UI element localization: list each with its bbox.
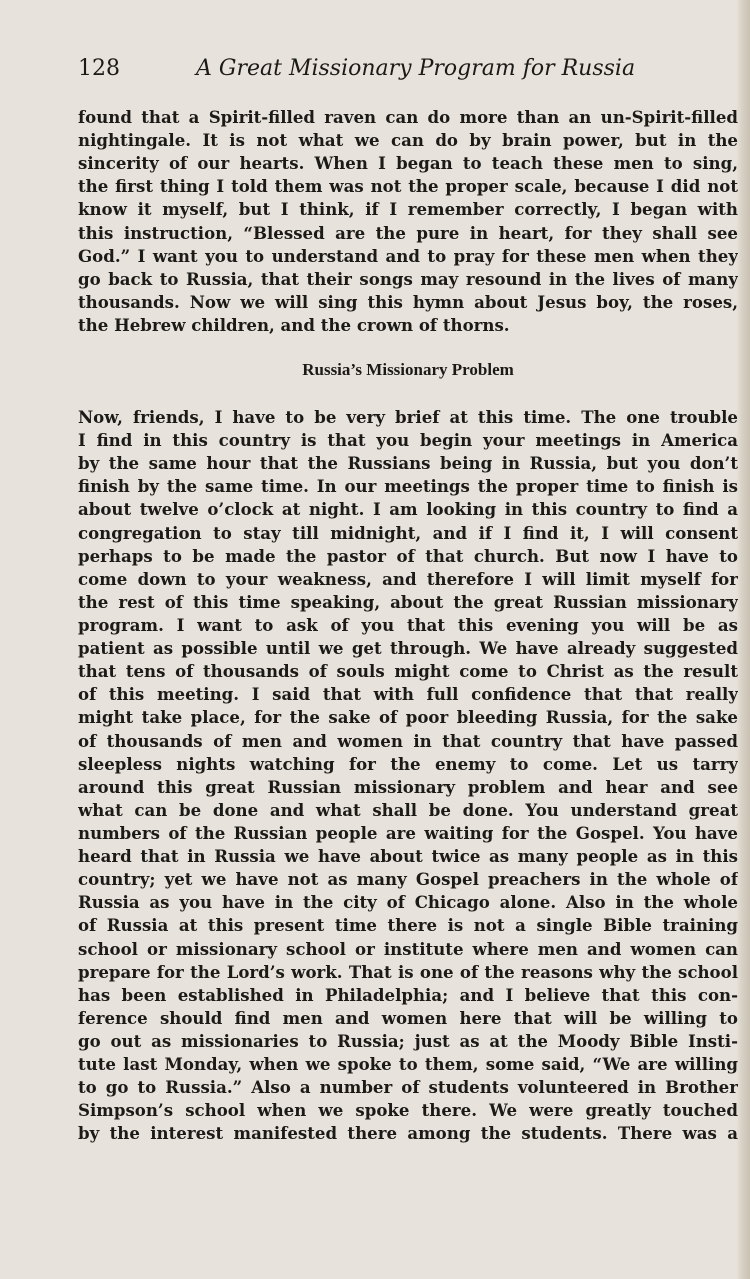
text-line: the Hebrew children, and the crown of thorns.	[78, 314, 510, 335]
text-line: has been established in Philadelphia; and I believe that this con-	[78, 984, 738, 1005]
text-line: that tens of thousands of souls might come to Christ as the result	[78, 661, 738, 682]
text-line: the first thing I told them was not the proper scale, because I did not	[78, 176, 738, 197]
text-line: around this great Russian missionary problem and hear and see	[78, 776, 738, 797]
page-number: 128	[78, 56, 120, 81]
text-line: Now, friends, I have to be very brief at this time. The one trouble	[78, 407, 738, 427]
text-line: I find in this country is that you begin your meetings in America	[78, 430, 738, 451]
text-line: patient as possible until we get through. We have already suggested	[78, 638, 738, 659]
text-line: of thousands of men and women in that country that have passed	[78, 730, 738, 751]
paragraph-1	[78, 106, 738, 337]
text-line: to go to Russia.” Also a number of students volunteered in Brother	[78, 1077, 738, 1098]
text-line: what can be done and what shall be done. You understand great	[78, 799, 738, 820]
text-line: tute last Monday, when we spoke to them, some said, “We are willing	[78, 1054, 738, 1075]
text-line: congregation to stay till midnight, and if I find it, I will consent	[78, 522, 738, 543]
text-line: by the interest manifested there among the students. There was a	[78, 1123, 738, 1144]
text-line: Russia as you have in the city of Chicago alone. Also in the whole	[78, 892, 738, 913]
text-line: Simpson’s school when we spoke there. We were greatly touched	[78, 1100, 738, 1121]
text-line: of Russia at this present time there is not a single Bible training	[78, 915, 738, 936]
page-edge-shadow	[736, 0, 750, 1279]
paragraph-2	[78, 406, 738, 1146]
text-line: God.” I want you to understand and to pray for these men when they	[78, 245, 738, 266]
text-line: numbers of the Russian people are waiting for the Gospel. You have	[78, 822, 738, 843]
text-line: school or missionary school or institute where men and women can	[78, 938, 738, 959]
text-line: ference should find men and women here that will be willing to	[78, 1007, 738, 1028]
text-line: prepare for the Lord’s work. That is one of the reasons why the school	[78, 961, 738, 982]
text-line: found that a Spirit-filled raven can do more than an un-Spirit-filled	[78, 107, 738, 127]
text-line: sincerity of our hearts. When I began to teach these men to sing,	[78, 153, 738, 174]
text-line: go back to Russia, that their songs may resound in the lives of many	[78, 268, 738, 289]
text-line: might take place, for the sake of poor bleeding Russia, for the sake	[78, 707, 738, 728]
text-line: this instruction, “Blessed are the pure in heart, for they shall see	[78, 222, 738, 243]
text-line: finish by the same time. In our meetings the proper time to finish is	[78, 476, 738, 497]
text-line: perhaps to be made the pastor of that church. But now I have to	[78, 545, 738, 566]
text-line: about twelve o’clock at night. I am looking in this country to find a	[78, 499, 738, 520]
section-heading: Russia’s Missionary Problem	[302, 360, 514, 379]
text-line: heard that in Russia we have about twice as many people as in this	[78, 846, 738, 867]
page-header	[78, 56, 718, 92]
text-line: thousands. Now we will sing this hymn about Jesus boy, the roses,	[78, 291, 738, 312]
text-line: sleepless nights watching for the enemy to come. Let us tarry	[78, 753, 738, 774]
text-line: of this meeting. I said that with full confidence that that really	[78, 684, 738, 705]
running-title: A Great Missionary Program for Russia	[196, 56, 636, 81]
text-line: know it myself, but I think, if I remember correctly, I began with	[78, 199, 738, 220]
text-line: country; yet we have not as many Gospel preachers in the whole of	[78, 869, 738, 890]
text-line: program. I want to ask of you that this evening you will be as	[78, 614, 738, 635]
text-line: the rest of this time speaking, about the great Russian missionary	[78, 591, 738, 612]
text-line: go out as missionaries to Russia; just as at the Moody Bible Insti-	[78, 1030, 738, 1051]
text-line: nightingale. It is not what we can do by brain power, but in the	[78, 130, 738, 151]
text-line: come down to your weakness, and therefore I will limit myself for	[78, 568, 738, 589]
text-line: by the same hour that the Russians being in Russia, but you don’t	[78, 453, 738, 474]
